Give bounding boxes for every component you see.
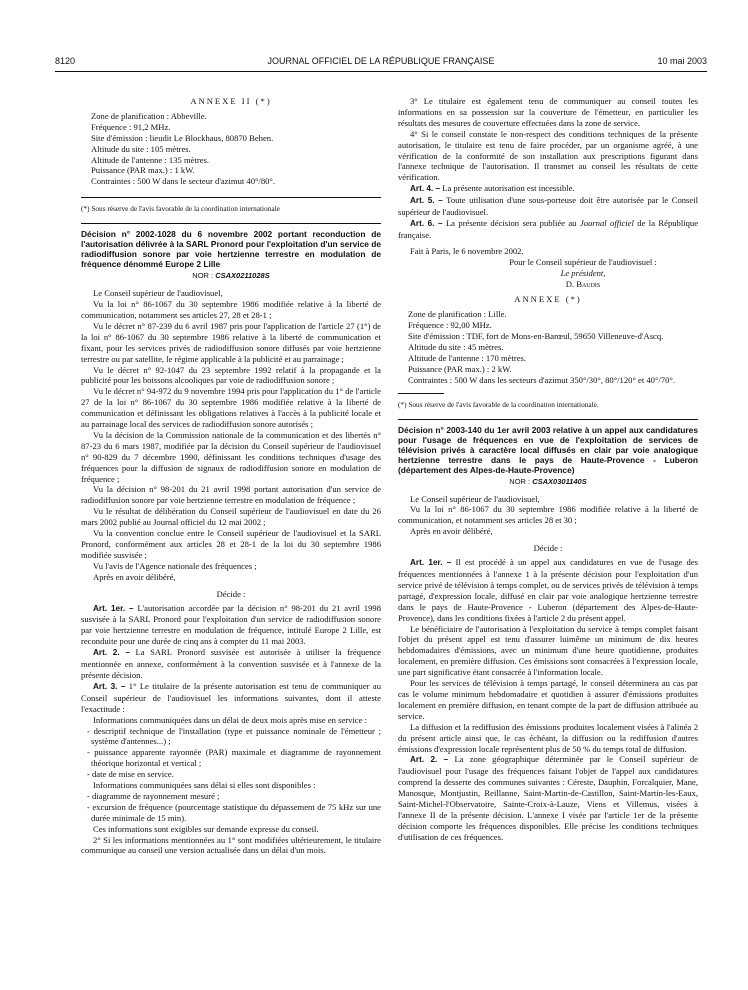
journal-officiel: Journal officiel — [579, 217, 634, 228]
annex-line: Contraintes : 500 W dans le secteur d'azimut 40°/80°. — [91, 176, 276, 187]
annex-title: ANNEXE (*) — [514, 294, 582, 305]
annex-line: Altitude du site : 45 mètres. — [408, 342, 504, 353]
page-header — [55, 56, 707, 68]
article-label: Art. 6. – — [410, 218, 443, 228]
annex-line: Zone de planification : Lille. — [408, 309, 507, 320]
info-item: - puissance apparente rayonnée (PAR) maximale et diagramme de rayonnement théorique horizontal et vertical ; — [87, 747, 381, 769]
article-1 — [398, 557, 698, 623]
article-label: Art. 5. – — [410, 196, 443, 206]
article-label: Art. 2. – — [410, 755, 449, 765]
decide-heading: Décide : — [533, 543, 563, 554]
visa: Vu la décision de la Commission nationale de la communication et des libertés n° 87-23 du 6 mars 1987, modifiée par la décision du Conseil supérieur de l'audiovisuel n° 90-829 du 7 décembre 1990, définissant les conditions techniques d'usage des fréquences pour la diffusion de signaux de radiodiffusion sonore en modulation de fréquence ; — [81, 429, 381, 484]
annex-line: Fréquence : 92,00 MHz. — [408, 320, 492, 331]
divider — [81, 197, 381, 198]
visa: Vu la convention conclue entre le Conseil supérieur de l'audiovisuel et la SARL Pronord, conformément aux articles 28 et 28-1 de la loi du 30 septembre 1986 modifiée susvisée ; — [81, 528, 381, 560]
page-number: 8120 — [55, 56, 76, 66]
article-3 — [81, 681, 381, 715]
decision-title: Décision n° 2002-1028 du 6 novembre 2002 portant reconduction de l'autorisation délivrée à la SARL Pronord pour l'exploitation d'un service de radiodiffusion sonore par voie hertzienne terrestre en modulation de fréquence dénommé Europe 2 Lille — [81, 229, 381, 270]
nor-label: NOR : — [509, 476, 531, 486]
article-label: Art. 1er. – — [410, 558, 452, 568]
article-text: 1° Le titulaire de la présente autorisation est tenu de communiquer au Conseil supérieur de l'audiovisuel les informations suivantes, dont il atteste l'exactitude : — [81, 680, 381, 714]
visa: Vu le décret n° 94-972 du 9 novembre 1994 pris pour l'application du 1° de l'article 27 de la loi n° 86-1067 du 30 septembre 1986 modifiée relative à la liberté de communication et définissant les obligations relatives à l'accès à la publicité locale et au parrainage local des services de radiodiffusion sonore autorisés ; — [81, 386, 381, 430]
visa: Vu le décret n° 87-239 du 6 avril 1987 pris pour l'application de l'article 27 (1°) de la loi n° 86-1067 du 30 septembre 1986 relative à la liberté de communication et fixant, pour les services privés de radiodiffusion sonore diffusés par voie hertzienne terrestre ou par satellite, le régime applicable à la publicité et au parrainage ; — [81, 320, 381, 364]
intro: Le Conseil supérieur de l'audiovisuel, — [410, 493, 540, 504]
decide-heading: Décide : — [216, 588, 246, 599]
annex-ii-title: ANNEXE II (*) — [190, 96, 272, 106]
annex-line: Site d'émission : TDF, fort de Mons-en-Barœul, 59650 Villeneuve-d'Ascq. — [408, 331, 664, 342]
paragraph: Le bénéficiaire de l'autorisation à l'exploitation du service à temps complet faisant l'objet du présent appel est tenu d'assurer luimême un minimum de dix heures hebdomadaires d'émissions, avec un minimum d'une heure quotidienne, produites localement, en première diffusion. Ces émissions sont consacrées à l'expression locale, une part significative étant consacrée à l'information locale. — [398, 623, 698, 678]
nor-code: CSAX0301140S — [532, 476, 587, 486]
info-item: - date de mise en service. — [87, 769, 174, 780]
paragraph: Pour les services de télévision à temps partagé, le conseil déterminera au cas par cas le volume minimum hebdomadaire et quotidien à assurer d'émissions produites localement en première diffusion, en tenant compte de la part de diffusion attribuée au service. — [398, 678, 698, 721]
issue-date: 10 mai 2003 — [657, 56, 707, 66]
annex-line: Zone de planification : Abbeville. — [91, 110, 207, 121]
article-text: Il est procédé à un appel aux candidatures en vue de l'usage des fréquences mentionnées à l'annexe 1 à la présente décision pour l'exploitation d'un service privé de télévision à temps complet, ou de services privés de télévision à temps partagé, d'expression locale, diffusé en clair par voie analogique hertzienne terrestre dans le pays de Haute-Provence - Luberon (département des Alpes-de-Haute-Provence), dans les conditions fixées à l'article 2 du présent appel. — [398, 557, 698, 623]
signature-for: Pour le Conseil supérieur de l'audiovisuel : — [509, 256, 657, 267]
article-text: La SARL Pronord susvisée est autorisée à utiliser la fréquence mentionnée en annexe, conformément à la convention susvisée et à l'annexe de la présente décision. — [81, 647, 381, 680]
divider — [398, 419, 698, 420]
article-label: Art. 1er. – — [93, 603, 134, 613]
right-column — [398, 96, 698, 843]
article-5 — [398, 195, 698, 218]
annex-line: Site d'émission : lieudit Le Blockhaus, 80870 Behen. — [91, 132, 274, 143]
intro: Le Conseil supérieur de l'audiovisuel, — [93, 288, 223, 299]
paragraph: 4° Si le conseil constate le non-respect des conditions techniques de la présente autorisation, le titulaire est tenu de faire procéder, par un organisme agréé, à une vérification de la conformité de son installation aux prescriptions figurant dans l'annexe technique de l'autorisation. Il transmet au conseil les résultats de cette vérification. — [398, 128, 698, 183]
visa: Vu la loi n° 86-1067 du 30 septembre 1986 modifiée relative à la liberté de communication, notamment ses articles 27, 28 et 28-1 ; — [81, 299, 381, 320]
article-text: La zone géographique déterminée par le Conseil supérieur de l'audiovisuel pour l'usage des fréquences faisant l'objet de l'appel aux candidatures comprend la desserte des communes suivantes : Céreste, Dauphin, Forcalquier, Mane, Manosque, Montjustin, Reillanne, Saint-Martin-de-Castillon, Saint-Martin-les-Eaux, Saint-Michel-l'Observatoire, Sainte-Croix-à-Lauze, Viens et Villemus, visées à l'annexe II de la présente décision. L'annexe I visée par l'article 1er de la présente décision comporte les fréquences disponibles. Elle précise les conditions techniques d'utilisation de ces fréquences. — [398, 754, 698, 842]
visa: Vu le résultat de délibération du Conseil supérieur de l'audiovisuel en date du 26 mars 2002 publié au Journal officiel du 12 mai 2002 ; — [81, 506, 381, 528]
nor-reference — [81, 271, 381, 282]
nor-code: CSAX0211028S — [215, 271, 270, 281]
article-4 — [398, 183, 698, 195]
article-text: La présente décision sera publiée au — [445, 217, 577, 228]
annex-line: Altitude de l'antenne : 135 mètres. — [91, 154, 210, 165]
info-item: - excursion de fréquence (pourcentage statistique du dépassement de 75 kHz sur une durée minimale de 15 min). — [87, 801, 381, 823]
footnote: (*) Sous réserve de l'avis favorable de la coordination internationale. — [398, 399, 599, 409]
paragraph: 3° Le titulaire est également tenu de communiquer au conseil toutes les informations en sa possession sur la couverture de l'émetteur, en particulier les résultats des mesures de couverture effectuées dans la zone de service. — [398, 96, 698, 128]
visa: Vu la loi n° 86-1067 du 30 septembre 1986 modifiée relative à la liberté de communication, et notamment ses articles 28 et 30 ; — [398, 504, 698, 526]
decision-title: Décision n° 2003-140 du 1er avril 2003 relative à un appel aux candidatures pour l'usage de fréquences en vue de l'exploitation de services de télévision privés à caractère local diffusés en clair par voie analogique hertzienne terrestre dans le pays de Haute-Provence - Luberon (département des Alpes-de-Haute-Provence) — [398, 424, 698, 475]
annex-line: Altitude du site : 105 mètres. — [91, 143, 191, 154]
paragraph: La diffusion et la rediffusion des émissions produites localement visées à l'alinéa 2 du présent article ainsi que, le cas échéant, la diffusion ou la rediffusion d'autres émissions d'expression locale représentent plus de 50 % du temps total de diffusion. — [398, 721, 698, 754]
nor-label: NOR : — [192, 271, 214, 281]
visa: Après en avoir délibéré, — [93, 571, 176, 582]
signature-title: Le président, — [560, 267, 606, 278]
annex-line: Contraintes : 500 W dans les secteurs d'azimut 350°/30°, 80°/120° et 40°/70°. — [408, 374, 675, 385]
signature-name: D. Baudis — [565, 278, 601, 289]
info-paragraph: Ces informations sont exigibles sur demande expresse du conseil. — [93, 823, 319, 834]
divider — [81, 223, 381, 224]
article-1 — [81, 603, 381, 648]
article-text: Toute utilisation d'une sous-porteuse doit être autorisée par le Conseil supérieur de l'audiovisuel. — [398, 195, 698, 218]
left-column — [81, 96, 381, 856]
nor-reference — [398, 477, 698, 488]
footnote: (*) Sous réserve de l'avis favorable de la coordination internationale — [81, 204, 280, 214]
info-item: - descriptif technique de l'installation (type et puissance nominale de l'émetteur ; système d'antennes...) ; — [87, 725, 381, 747]
article-2 — [398, 754, 698, 842]
article-text: La présente autorisation est incessible. — [442, 183, 575, 194]
signature-place-date: Fait à Paris, le 6 novembre 2002. — [410, 245, 524, 256]
journal-title: JOURNAL OFFICIEL DE LA RÉPUBLIQUE FRANÇAISE — [267, 56, 495, 66]
visa: Vu l'avis de l'Agence nationale des fréquences ; — [93, 560, 257, 571]
annex-line: Puissance (PAR max.) : 2 kW. — [408, 363, 512, 374]
article-label: Art. 2. – — [93, 648, 130, 658]
visa: Vu la décision n° 98-201 du 21 avril 1998 portant autorisation d'un service de radiodiffusion sonore par voie hertzienne terrestre en modulation de fréquence ; — [81, 484, 381, 506]
annex-line: Puissance (PAR max.) : 1 kW. — [91, 165, 195, 176]
divider — [398, 393, 444, 394]
article-text: L'autorisation accordée par la décision n° 98-201 du 21 avril 1998 susvisée à la SARL Pronord pour l'exploitation d'un service de radiodiffusion sonore par voie hertzienne terrestre en modulation de fréquence, intitulé Europe 2 Lille, est reconduite pour une durée de cinq ans à compter du 11 mai 2003. — [81, 602, 381, 647]
article-label: Art. 4. – — [410, 184, 441, 194]
info-paragraph: 2° Si les informations mentionnées au 1° sont modifiées ultérieurement, le titulaire communique au conseil une version actualisée dans un délai d'un mois. — [81, 834, 381, 856]
visa: Vu le décret n° 92-1047 du 23 septembre 1992 relatif à la propagande et la publicité pour les boissons alcooliques par voie de radiodiffusion sonore ; — [81, 364, 381, 386]
annex-line: Fréquence : 91,2 MHz. — [91, 121, 171, 132]
article-6 — [398, 218, 698, 241]
annex-line: Altitude de l'antenne : 170 mètres. — [408, 352, 527, 363]
info-heading: Informations communiquées sans délai si elles sont disponibles : — [93, 780, 316, 791]
info-heading: Informations communiquées dans un délai de deux mois après mise en service : — [93, 714, 367, 725]
visa: Après en avoir délibéré, — [410, 526, 493, 537]
annex-ii-lines — [81, 111, 381, 187]
article-text: de la République française. — [398, 217, 699, 240]
article-label: Art. 3. – — [93, 681, 126, 691]
header-rule — [55, 71, 707, 72]
article-2 — [81, 647, 381, 681]
info-item: - diagramme de rayonnement mesuré ; — [87, 790, 220, 801]
